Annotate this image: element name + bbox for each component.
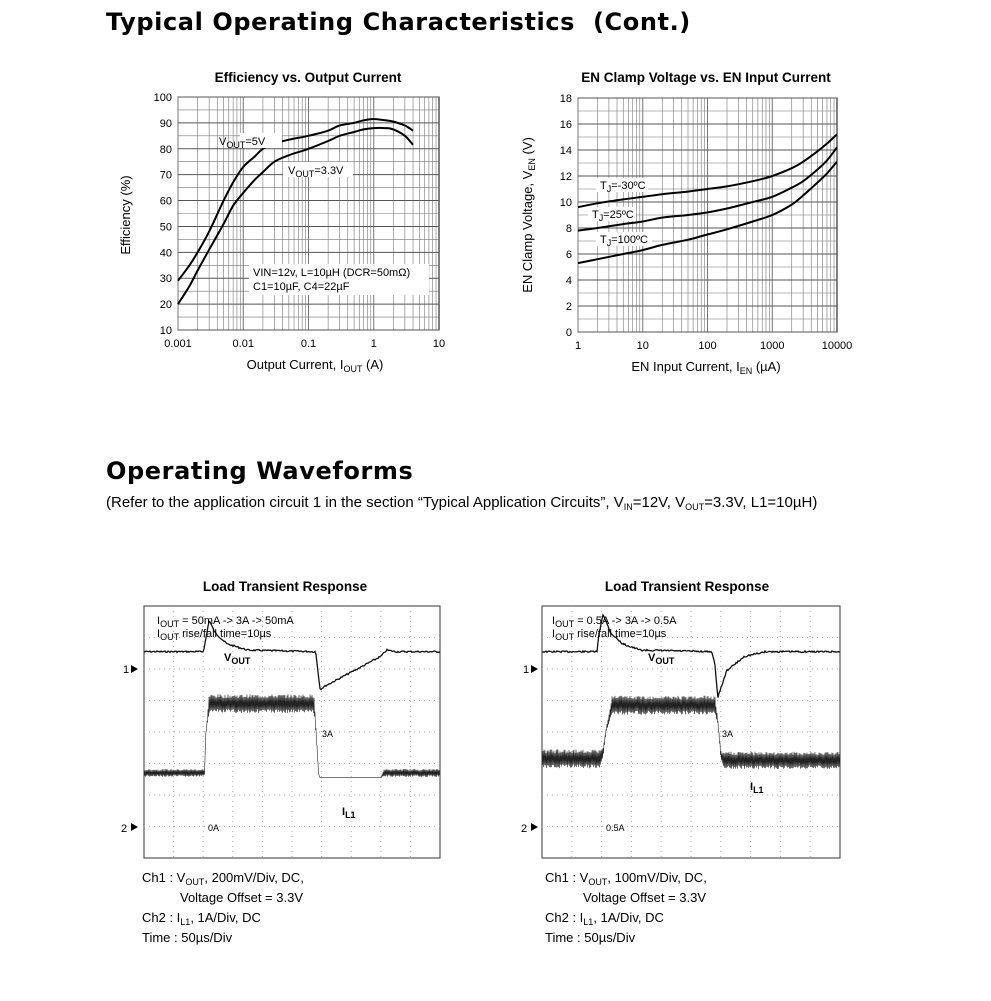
- x-tick-label: 10: [432, 338, 446, 350]
- scope1-0a-marker: 0A: [208, 823, 220, 833]
- section-title-waveforms: Operating Waveforms: [106, 457, 414, 485]
- y-tick-label: 2: [565, 301, 572, 313]
- y-tick-label: 16: [559, 119, 572, 131]
- efficiency-label-5v: $V_{OUT}=5V$: [219, 136, 266, 150]
- y-tick-label: 0: [565, 327, 572, 339]
- y-tick-label: 90: [159, 117, 172, 130]
- en-label-25: $T_J=25ºC$: [592, 209, 634, 223]
- x-tick-label: 10: [636, 340, 649, 352]
- scope1-caption-line4: Time : 50µs/Div: [142, 930, 233, 945]
- x-tick-label: 0.1: [300, 338, 317, 350]
- x-tick-label: 100: [698, 340, 717, 352]
- efficiency-label-3v3: $V_{OUT}=3.3V$: [288, 165, 344, 179]
- scope2-caption-line1: Ch1 : $V_{OUT}$, 100mV/Div, DC,: [545, 870, 707, 887]
- y-tick-label: 70: [159, 169, 172, 182]
- scope1-note-1: $I_{OUT} = 50mA -> 3A -> 50mA$: [157, 615, 294, 629]
- scope2-caption: [545, 868, 707, 948]
- y-tick-label: 10: [559, 197, 572, 209]
- en-clamp-y-label: EN Clamp Voltage, $V_{EN}$ (V): [520, 137, 537, 293]
- x-tick-label: 0.01: [232, 338, 254, 350]
- y-tick-label: 20: [159, 299, 172, 312]
- y-tick-label: 100: [153, 92, 172, 104]
- scope1-il-label: $I_{L1}$: [342, 806, 356, 820]
- x-tick-label: 0.001: [164, 338, 192, 350]
- scope1-caption: [142, 868, 304, 948]
- scope1-title: Load Transient Response: [202, 579, 368, 594]
- scope2-ch1-marker: 1: [523, 664, 530, 676]
- y-tick-label: 4: [565, 275, 572, 287]
- scope2-3a-marker: 3A: [722, 729, 734, 739]
- section-title-typical: Typical Operating Characteristics (Cont.): [106, 8, 691, 36]
- scope2-grid: [542, 606, 840, 858]
- y-tick-label: 40: [159, 247, 172, 260]
- y-tick-label: 14: [559, 145, 572, 157]
- scope2-vout-label: $V_{OUT}$: [648, 652, 675, 666]
- x-tick-label: 1: [574, 340, 582, 352]
- scope2-ch1-arrow: [531, 665, 538, 673]
- scope2-caption-line3: Ch2 : $I_{L1}$, 1A/Div, DC: [545, 910, 664, 927]
- scope2-05a-marker: 0.5A: [606, 823, 625, 833]
- subtitle-text-1: (Refer to the application circuit 1 in the section “Typical Application Circuits”, V: [106, 494, 624, 511]
- y-tick-label: 30: [159, 273, 172, 286]
- scope2-note-2: $I_{OUT}$ rise/fall time=10µs: [552, 628, 667, 642]
- scope1-ch1-marker: 1: [123, 664, 130, 676]
- scope2-note-1: $I_{OUT} = 0.5A -> 3A -> 0.5A$: [552, 615, 677, 629]
- scope2-il-label: $I_{L1}$: [750, 781, 764, 795]
- subtitle-text-2: =12V, V: [632, 494, 686, 511]
- efficiency-annotation-line1: VIN=12v, L=10µH (DCR=50mΩ): [253, 267, 411, 279]
- scope1-note-2: $I_{OUT}$ rise/fall time=10µs: [157, 628, 272, 642]
- efficiency-title: Efficiency vs. Output Current: [214, 70, 402, 85]
- efficiency-annotation-line2: C1=10µF, C4=22µF: [253, 281, 350, 293]
- en-clamp-title: EN Clamp Voltage vs. EN Input Current: [581, 70, 831, 85]
- scope1-vout-label: $V_{OUT}$: [224, 652, 251, 666]
- scope2-caption-line4: Time : 50µs/Div: [545, 930, 636, 945]
- y-tick-label: 8: [565, 223, 572, 235]
- y-tick-label: 10: [159, 325, 172, 337]
- scope1-ch2-marker: 2: [121, 823, 128, 835]
- subtitle-sub-in: IN: [623, 502, 633, 512]
- y-tick-label: 6: [565, 249, 572, 261]
- scope2-ch2-marker: 2: [521, 823, 528, 835]
- y-tick-label: 60: [159, 195, 172, 208]
- scope1-caption-line3: Ch2 : $I_{L1}$, 1A/Div, DC: [142, 910, 261, 927]
- en-label-m30: $T_J=-30ºC$: [600, 180, 646, 194]
- scope1-caption-line2: Voltage Offset = 3.3V: [180, 890, 303, 905]
- scope1-caption-line1: Ch1 : $V_{OUT}$, 200mV/Div, DC,: [142, 870, 304, 887]
- scope2-title: Load Transient Response: [604, 579, 770, 594]
- x-tick-label: 10000: [821, 340, 853, 352]
- subtitle-sub-out: OUT: [685, 502, 705, 512]
- scope2-ch2-arrow: [531, 823, 538, 831]
- y-tick-label: 50: [159, 221, 172, 234]
- efficiency-x-label: Output Current, $I_{OUT}$ (A): [246, 357, 384, 374]
- en-label-100: $T_J=100ºC$: [600, 234, 648, 248]
- x-tick-label: 1: [370, 338, 377, 350]
- y-tick-label: 12: [559, 171, 572, 183]
- efficiency-y-label: Efficiency (%): [118, 175, 133, 255]
- en-clamp-x-label: EN Input Current, $I_{EN}$ (µA): [631, 359, 781, 376]
- scope1-3a-marker: 3A: [322, 729, 334, 739]
- y-tick-label: 18: [559, 93, 572, 105]
- y-tick-label: 80: [159, 143, 172, 156]
- x-tick-label: 1000: [760, 340, 785, 352]
- scope2-caption-line2: Voltage Offset = 3.3V: [583, 890, 706, 905]
- subtitle-text-3: =3.3V, L1=10µH): [704, 494, 818, 511]
